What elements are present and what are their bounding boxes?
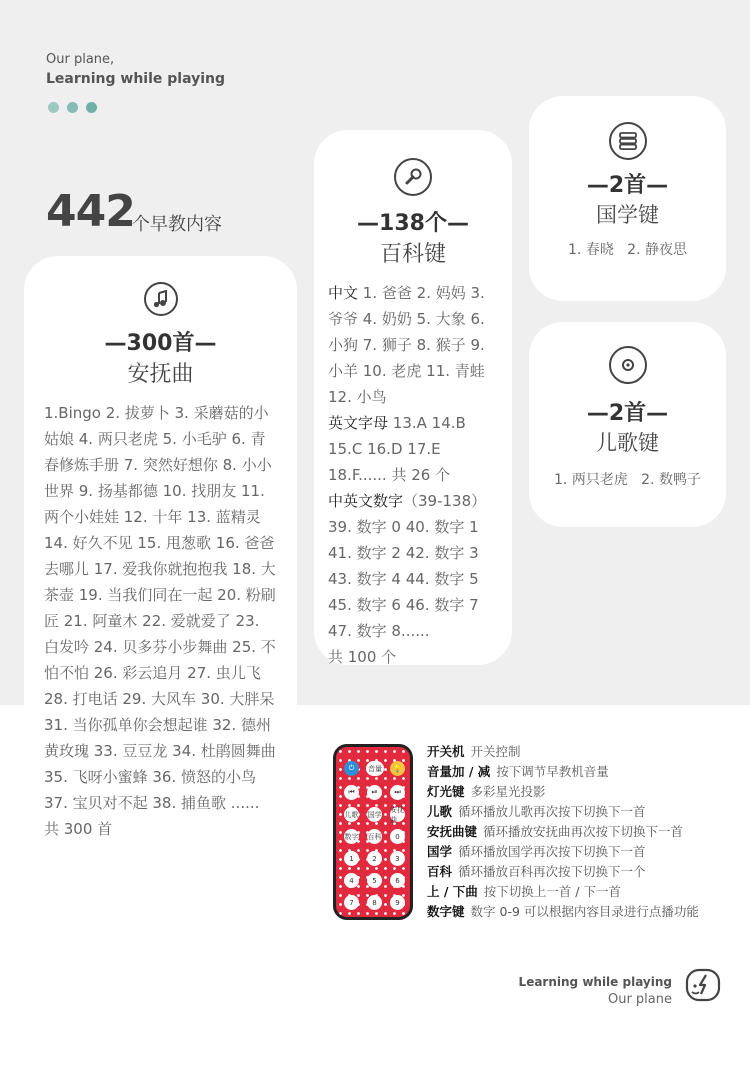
instruction-key: 安抚曲键 — [427, 824, 478, 839]
instruction-key: 上 / 下曲 — [427, 884, 478, 899]
erge-title: 儿歌键 — [596, 431, 659, 455]
decorative-dots — [48, 102, 97, 113]
baike-num-range: （39-138） — [403, 492, 487, 510]
instruction-item — [427, 802, 699, 822]
baike-zh-text: 1. 爸爸 2. 妈妈 3. 爷爷 4. 奶奶 5. 大象 6. 小狗 7. 狮子 8. 猴子 9. 小羊 10. 老虎 11. 青蛙 12. 小鸟 — [328, 284, 485, 406]
remote-2-button: 2 — [367, 851, 382, 866]
dot — [86, 102, 97, 113]
remote-volume-button: 音量 — [366, 761, 384, 776]
anfu-total: 共 300 首 — [44, 820, 113, 838]
remote-1-button: 1 — [344, 851, 359, 866]
guoxue-title: 国学键 — [596, 203, 659, 227]
instruction-list — [427, 742, 699, 922]
remote-9-button: 9 — [390, 895, 405, 910]
footer-brand: Our plane — [607, 992, 672, 1007]
remote-anfu-button: 安抚曲 — [390, 805, 404, 824]
baike-en-label: 英文字母 — [328, 414, 389, 432]
remote-3-button: 3 — [390, 851, 405, 866]
baike-en-text: 13.A 14.B 15.C 16.D 17.E 18.F...... 共 26 个 — [328, 414, 466, 484]
footer-tagline: Learning while playing — [518, 975, 672, 989]
instruction-item — [427, 742, 699, 762]
baike-num-label: 中英文数字 — [328, 492, 404, 510]
dot — [48, 102, 59, 113]
remote-light-button: 💡 — [390, 761, 405, 776]
tagline-line1: Our plane, — [46, 52, 115, 67]
instruction-desc: 数字 0-9 可以根据内容目录进行点播功能 — [470, 904, 699, 919]
instruction-item — [427, 822, 699, 842]
remote-next-button: ⏭ — [390, 785, 405, 800]
remote-power-button: ⏻ — [344, 761, 359, 776]
remote-8-button: 8 — [367, 895, 382, 910]
remote-guoxue-button: 国学 — [367, 807, 382, 822]
books-icon — [609, 122, 647, 160]
guoxue-list: 1. 春晓 2. 静夜思 — [568, 242, 687, 258]
anfu-card — [24, 256, 297, 886]
baike-total: 共 100 个 — [328, 648, 397, 666]
erge-list: 1. 两只老虎 2. 数鸭子 — [554, 472, 701, 488]
erge-card — [529, 322, 726, 527]
anfu-list: 1.Bingo 2. 拔萝卜 3. 采蘑菇的小姑娘 4. 两只老虎 5. 小毛驴 6. 青春修炼手册 7. 突然好想你 8. 小小世界 9. 扬基都德 10. 找朋友 11. 两个小娃娃 12. 十年 13. 蓝精灵 14. 好久不见 15. 甩葱歌 16. 爸爸去哪儿 17. 爱我你就抱抱我 18. 大茶壶 19. 当我们同在一起 20. 粉刷匠 21. 阿童木 22. 爱就爱了 23. 白发吟 24. 贝多芬小步舞曲 25. 不怕不怕 26. 彩云追月 27. 虫儿飞 28. 打电话 29. 大风车 30. 大胖呆 31. 当你孤单你会想起谁 32. 德州黄玫瑰 33. 豆豆龙 34. 杜鹃圆舞曲 35. 飞呀小蜜蜂 36. 愤怒的小鸟 37. 宝贝对不起 38. 捕鱼歌 ...... — [44, 404, 276, 812]
remote-5-button: 5 — [367, 873, 382, 888]
remote-shuzi-button: 数字 — [344, 829, 359, 844]
baike-zh-label: 中文 — [328, 284, 359, 302]
instruction-item — [427, 862, 699, 882]
remote-prev-button: ⏮ — [344, 785, 359, 800]
anfu-count: —300首— — [104, 331, 217, 356]
instruction-desc: 按下调节早教机音量 — [496, 764, 609, 779]
baike-count: —138个— — [357, 211, 469, 236]
erge-count: —2首— — [586, 401, 669, 426]
microphone-icon — [394, 158, 432, 196]
instruction-key: 数字键 — [427, 904, 465, 919]
instruction-desc: 循环播放百科再次按下切换下一个 — [458, 864, 646, 879]
baike-title: 百科键 — [379, 242, 446, 267]
instruction-item — [427, 882, 699, 902]
instruction-key: 儿歌 — [427, 804, 453, 819]
remote-6-button: 6 — [390, 873, 405, 888]
remote-erge-button: 儿歌 — [344, 807, 359, 822]
instruction-item — [427, 902, 699, 922]
instruction-desc: 循环播放国学再次按下切换下一首 — [458, 844, 646, 859]
remote-control-image — [333, 744, 413, 920]
tagline-line2: Learning while playing — [46, 71, 226, 87]
instruction-key: 开关机 — [427, 744, 465, 759]
total-count-label: 个早教内容 — [132, 214, 222, 235]
instruction-key: 国学 — [427, 844, 453, 859]
instruction-desc: 多彩星光投影 — [470, 784, 546, 799]
brain-lightning-icon — [684, 966, 722, 1004]
instruction-desc: 循环播放安抚曲再次按下切换下一首 — [483, 824, 684, 839]
guoxue-count: —2首— — [586, 173, 669, 198]
instruction-desc: 开关控制 — [470, 744, 521, 759]
instruction-key: 百科 — [427, 864, 453, 879]
instruction-key: 音量加 / 减 — [427, 764, 491, 779]
instruction-item — [427, 782, 699, 802]
instruction-desc: 循环播放儿歌再次按下切换下一首 — [458, 804, 646, 819]
anfu-title: 安抚曲 — [127, 362, 194, 387]
remote-play-button: ⏯ — [367, 785, 382, 800]
baike-card — [314, 130, 512, 665]
baike-num-text: 39. 数字 0 40. 数字 1 41. 数字 2 42. 数字 3 43. 数字 4 44. 数字 5 45. 数字 6 46. 数字 7 47. 数字 8...... — [328, 518, 479, 640]
disc-icon — [609, 346, 647, 384]
total-count: 442 — [46, 186, 135, 237]
dot — [67, 102, 78, 113]
remote-4-button: 4 — [344, 873, 359, 888]
baike-content — [328, 280, 498, 670]
instruction-desc: 按下切换上一首 / 下一首 — [483, 884, 621, 899]
instruction-key: 灯光键 — [427, 784, 465, 799]
instruction-item — [427, 842, 699, 862]
remote-7-button: 7 — [344, 895, 359, 910]
remote-baike-button: 百科 — [367, 829, 382, 844]
instruction-item — [427, 762, 699, 782]
music-note-icon — [144, 282, 178, 316]
guoxue-card — [529, 96, 726, 301]
remote-0-button: 0 — [390, 829, 405, 844]
